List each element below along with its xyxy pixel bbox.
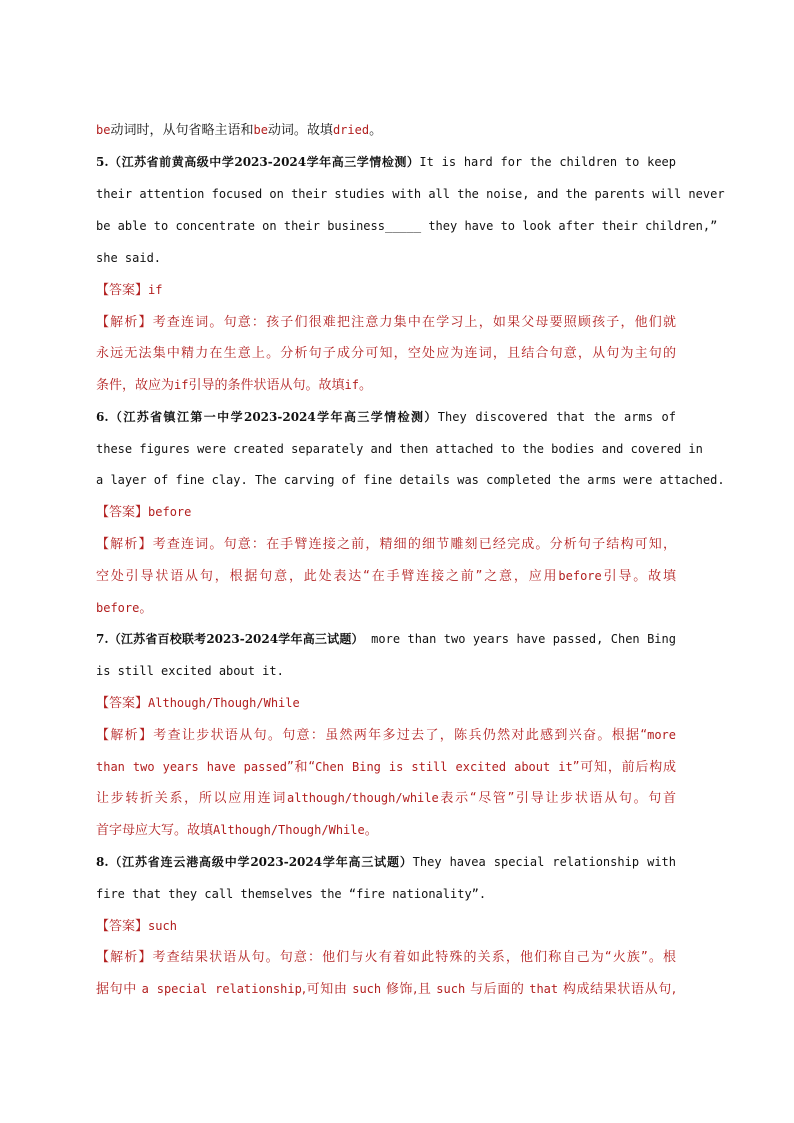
text-segment: more than two years have passed, Chen Bing [363,632,676,646]
text-segment: 。 [369,123,383,138]
answer-6 [96,503,676,522]
text-line [96,758,676,777]
text-segment: Although/Though/While [148,696,300,710]
text-segment: although/though/while [287,791,439,805]
text-line [96,885,676,903]
text-segment: before [558,569,602,583]
text-segment: 。 [358,378,372,393]
question-6-header [96,408,676,426]
text-line [96,789,676,808]
text-segment: Although/Though/While [213,823,365,837]
text-line [96,217,718,235]
text-segment: ”和“ [287,760,316,775]
text-segment: be [96,123,111,137]
analysis-7 [96,726,676,745]
text-segment: such [148,919,177,933]
text-segment: she said. [96,251,162,265]
text-segment: be [253,123,268,137]
text-segment: 【解析】考查连词。句意：在手臂连接之前，精细的细节雕刻已经完成。分析句子结构可知， [96,537,676,552]
text-segment: 修饰,且 [381,982,437,997]
text-segment: if [174,378,189,392]
text-line [96,980,676,999]
text-segment: such [436,982,466,996]
text-segment: a special relationship [141,982,302,996]
question-7-header [96,630,676,648]
text-segment: 构成结果状语从句, [558,982,677,997]
text-segment: 永远无法集中精力在生意上。分析句子成分可知，空处应为连词，且结合句意，从句为主句的 [96,346,676,361]
text-segment: 空处引导状语从句，根据句意，此处表达“在手臂连接之前”之意，应用 [96,569,559,584]
text-segment: 7.（江苏省百校联考2023-2024学年高三试题） [96,632,364,646]
text-segment: 5.（江苏省前黄高级中学2023-2024学年高三学情检测） [96,155,420,169]
answer-8 [96,917,676,936]
text-segment: ”可知，前后构成 [572,760,676,775]
text-line [96,344,676,363]
text-segment: 【解析】考查结果状语从句。句意：他们与火有着如此特殊的关系，他们称自己为“火族”。根 [96,950,676,965]
text-segment: be able to concentrate on their business_____ they have to look after their children,” [96,219,718,233]
text-segment: 8.（江苏省连云港高级中学2023-2024学年高三试题） [96,855,413,869]
text-segment: if [344,378,359,392]
text-segment: 首字母应大写。故填 [96,823,214,838]
text-segment: 动词时，从句省略主语和 [110,123,254,138]
text-segment: 据句中 [96,982,142,997]
text-segment: that [529,982,559,996]
answer-5 [96,281,676,300]
text-segment: 动词。故填 [267,123,333,138]
text-segment: 让步转折关系，所以应用连词 [96,791,288,806]
question-8-header [96,853,676,871]
text-segment: more [647,728,676,742]
text-segment: dried [332,123,370,137]
text-segment: such [352,982,382,996]
answer-7 [96,694,676,713]
text-segment: 6.（江苏省镇江第一中学2023-2024学年高三学情检测） [96,410,438,424]
text-segment: 与后面的 [465,982,530,997]
text-segment: before [96,601,140,615]
text-segment: 。 [364,823,378,838]
text-segment: if [148,283,163,297]
text-line [96,185,725,203]
question-5-header [96,153,676,171]
text-segment: a layer of fine clay. The carving of fine details was completed the arms were attached. [96,473,725,487]
text-segment: 【解析】考查让步状语从句。句意：虽然两年多过去了，陈兵仍然对此感到兴奋。根据“ [96,728,648,743]
text-line [96,121,676,140]
text-line [96,376,676,395]
text-segment: fire that they call themselves the “fire nationality”. [96,887,487,901]
text-segment: 【答案】 [96,919,149,934]
text-segment: 。 [139,601,153,616]
text-line [96,440,703,458]
text-line [96,471,725,489]
text-segment: before [148,505,192,519]
text-line [96,249,676,267]
text-segment: these figures were created separately and then attached to the bodies and covered in [96,442,703,456]
text-segment: 【解析】考查连词。句意：孩子们很难把注意力集中在学习上，如果父母要照顾孩子，他们就 [96,315,676,330]
text-segment: 引导。故填 [601,569,676,584]
analysis-5 [96,313,676,332]
text-segment: 【答案】 [96,283,149,298]
text-line [96,821,676,840]
text-segment: They havea special relationship with [412,855,676,869]
text-line [96,662,676,680]
text-segment: than two years have passed [96,760,288,774]
analysis-6 [96,535,676,554]
text-segment: 表示“尽管”引导让步状语从句。句首 [438,791,676,806]
text-line [96,567,676,586]
text-segment: 引导的条件状语从句。故填 [188,378,345,393]
analysis-8 [96,948,676,967]
text-segment: It is hard for the children to keep [419,155,676,169]
text-segment: is still excited about it. [96,664,284,678]
text-segment: Chen Bing is still excited about it [315,760,573,774]
text-line [96,599,676,618]
text-segment: 条件，故应为 [96,378,175,393]
text-segment: 【答案】 [96,696,149,711]
text-segment: They discovered that the arms of [437,410,677,424]
text-segment: their attention focused on their studies with all the noise, and the parents will never [96,187,725,201]
text-segment: 【答案】 [96,505,149,520]
text-segment: ,可知由 [301,982,353,997]
